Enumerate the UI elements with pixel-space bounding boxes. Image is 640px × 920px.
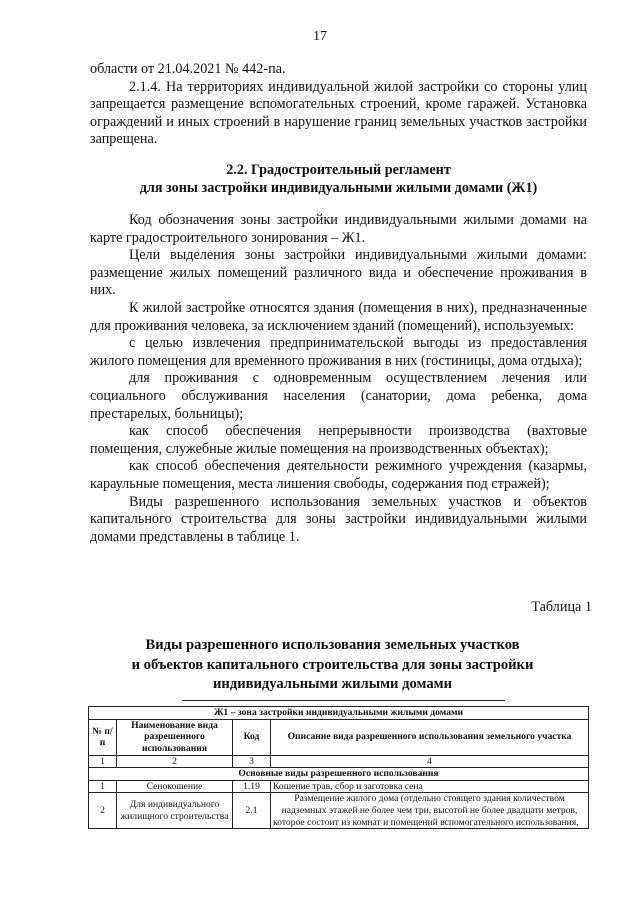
row-num: 1 [89,780,117,793]
table-row [89,780,589,793]
page-number: 17 [313,29,327,44]
row-desc: Размещение жилого дома (отдельно стоящего здания количеством надземных этажей не более чем три, высотой не более двадцати метров, которое состоит из комнат и помещений вспомогательного использования, [271,793,589,829]
col-number: 4 [271,755,589,768]
table-zone-row [89,707,589,720]
table-title-line: и объектов капитального строительства для зоны застройки [131,656,534,673]
paragraph: как способ обеспечения непрерывности производства (вахтовые помещения, служебные жилые помещения на производственных объектах); [90,423,587,457]
row-code: 2.1 [233,793,271,829]
row-desc: Кошение трав, сбор и заготовка сена [271,780,589,793]
header-code: Код [233,719,271,755]
paragraph: К жилой застройке относятся здания (помещения в них), предназначенные для проживания человека, за исключением зданий (помещений), используемых: [90,299,587,334]
title-underline [182,700,505,701]
paragraph: Цели выделения зоны застройки индивидуальными жилыми домами: размещение жилых помещений различного вида и обеспечение проживания в них. [90,247,587,299]
table-section-row [89,768,589,781]
table-colnum-row [89,755,589,768]
table-caption: Таблица 1 [531,599,592,615]
table-header-row [89,719,589,755]
col-number: 2 [117,755,233,768]
section-title [60,161,617,197]
table-title [60,636,605,695]
header-desc: Описание вида разрешенного использования земельного участка [271,719,589,755]
table-row [89,793,589,829]
paragraph: для проживания с одновременным осуществлением лечения или социального обслуживания населения (санатории, дома ребенка, дома престарелых, больницы); [90,370,587,422]
table-title-line: индивидуальными жилыми домами [213,676,452,692]
header-num: № п/п [89,719,117,755]
paragraph: как способ обеспечения деятельности режимного учреждения (казармы, караульные помещения, места лишения свободы, содержания под стражей); [90,458,587,492]
paragraph: области от 21.04.2021 № 442-па. [90,61,286,77]
paragraph: Код обозначения зоны застройки индивидуальными жилыми домами на карте градостроительного зонирования – Ж1. [90,212,587,246]
paragraph: с целью извлечения предпринимательской выгоды из предоставления жилого помещения для временного проживания в них (гостиницы, дома отдыха); [90,335,587,369]
intro-text [90,61,587,149]
header-name: Наименование вида разрешенного использования [117,719,233,755]
row-name: Сенокошение [117,780,233,793]
section-title-line: 2.2. Градостроительный регламент [226,162,451,178]
land-use-table [88,706,589,829]
paragraph: 2.1.4. На территориях индивидуальной жилой застройки со стороны улиц запрещается размещение вспомогательных строений, кроме гаражей. Установка ограждений и иных строений в нарушение границ земельных участков застройки запрещена. [90,78,587,148]
section-main-label: Основные виды разрешенного использования [89,768,589,781]
regulation-text [90,212,587,546]
col-number: 1 [89,755,117,768]
col-number: 3 [233,755,271,768]
row-num: 2 [89,793,117,829]
paragraph: Виды разрешенного использования земельных участков и объектов капитального строительства для зоны застройки индивидуальными жилыми домами представлены в таблице 1. [90,493,587,545]
zone-header: Ж1 – зона застройки индивидуальными жилыми домами [89,707,589,720]
section-title-line: для зоны застройки индивидуальными жилыми домами (Ж1) [139,180,538,196]
table-title-line: Виды разрешенного использования земельных участков [145,637,520,653]
row-name: Для индивидуального жилищного строительства [117,793,233,829]
row-code: 1.19 [233,780,271,793]
